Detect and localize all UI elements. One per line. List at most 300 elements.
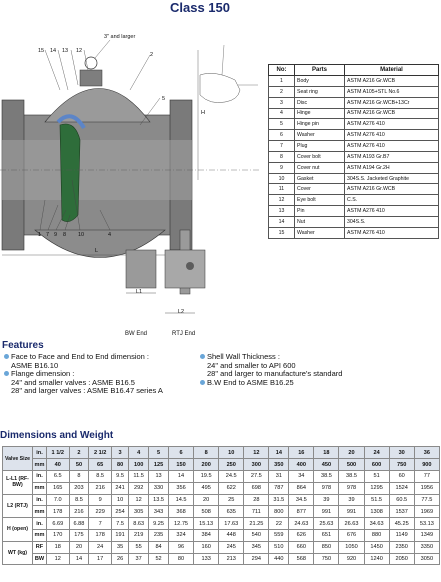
column-header: Parts	[295, 65, 345, 76]
value-cell: 800	[269, 506, 289, 518]
value-cell: 39	[314, 494, 339, 506]
value-cell: 495	[194, 482, 219, 494]
value-cell: 8.63	[129, 518, 149, 530]
parts-cell: 14	[269, 216, 295, 227]
parts-cell: 7	[269, 141, 295, 152]
dimensions-row	[3, 529, 440, 541]
value-cell: 991	[314, 506, 339, 518]
value-cell: 448	[219, 529, 244, 541]
value-cell: 651	[314, 529, 339, 541]
value-cell: 17	[89, 553, 112, 565]
unit-cell: RF	[33, 541, 47, 553]
parts-row	[269, 227, 439, 238]
parts-row	[269, 206, 439, 217]
size-cell: 250	[219, 459, 244, 471]
feature-text: 28" and larger valves : ASME B16.47 series A	[11, 386, 163, 396]
callout-15: 15	[38, 48, 45, 54]
size-cell: 65	[89, 459, 112, 471]
value-cell: 978	[314, 482, 339, 494]
dimensions-table	[2, 446, 440, 565]
unit-cell: mm	[33, 529, 47, 541]
value-cell: 292	[129, 482, 149, 494]
parts-cell: 13	[269, 206, 295, 217]
dimensions-header-row	[3, 447, 440, 459]
value-cell: 84	[149, 541, 169, 553]
value-cell: 178	[47, 506, 70, 518]
page-title: Class 150	[170, 0, 230, 15]
value-cell: 626	[289, 529, 314, 541]
value-cell: 510	[269, 541, 289, 553]
feature-text: Shell Wall Thickness :	[207, 352, 280, 361]
features-heading: Features	[2, 340, 44, 351]
value-cell: 213	[219, 553, 244, 565]
valve-cross-section-drawing	[0, 30, 260, 330]
parts-cell: Cover bolt	[295, 151, 345, 162]
row-label: L-L1 (RF-BW)	[3, 471, 33, 495]
value-cell: 38.5	[339, 471, 364, 483]
value-cell: 294	[244, 553, 269, 565]
parts-cell: Washer	[295, 227, 345, 238]
value-cell: 676	[339, 529, 364, 541]
value-cell: 191	[111, 529, 128, 541]
value-cell: 245	[219, 541, 244, 553]
value-cell: 80	[169, 553, 194, 565]
value-cell: 9	[89, 494, 112, 506]
row-label: L2 (RTJ)	[3, 494, 33, 518]
feature-text: 28" and larger to manufacture's standard	[207, 369, 343, 379]
dimensions-heading: Dimensions and Weight	[0, 430, 114, 441]
parts-cell: Disc	[295, 97, 345, 108]
value-cell: 1308	[364, 506, 389, 518]
value-cell: 12	[129, 494, 149, 506]
size-cell: 100	[129, 459, 149, 471]
value-cell: 991	[339, 506, 364, 518]
value-cell: 60	[389, 471, 414, 483]
parts-cell: ASTM A216 Gr.WCB	[345, 108, 439, 119]
value-cell: 51.5	[364, 494, 389, 506]
value-cell: 229	[89, 506, 112, 518]
value-cell: 368	[169, 506, 194, 518]
value-cell: 17.63	[219, 518, 244, 530]
dimensions-row	[3, 553, 440, 565]
value-cell: 9.5	[111, 471, 128, 483]
value-cell: 165	[47, 482, 70, 494]
value-cell: 2350	[389, 541, 414, 553]
bw-end-label: BW End	[125, 331, 148, 337]
dimensions-row	[3, 506, 440, 518]
parts-row	[269, 76, 439, 87]
parts-cell: 12	[269, 195, 295, 206]
value-cell: 18	[47, 541, 70, 553]
parts-row	[269, 86, 439, 97]
parts-cell: 8	[269, 151, 295, 162]
feature-text: 24" and smaller valves : ASME B16.5	[11, 377, 135, 387]
parts-cell: ASTM A216 Gr.WCB	[345, 76, 439, 87]
parts-cell: Washer	[295, 130, 345, 141]
parts-cell: ASTM A194 Gr.2H	[345, 162, 439, 173]
feature-text: B.W End to ASME B16.25	[207, 377, 294, 387]
size-cell: 450	[314, 459, 339, 471]
value-cell: 53.13	[414, 518, 439, 530]
value-cell: 27.5	[244, 471, 269, 483]
parts-cell: 2	[269, 86, 295, 97]
parts-cell: 10	[269, 173, 295, 184]
value-cell: 31	[269, 471, 289, 483]
value-cell: 540	[244, 529, 269, 541]
parts-row	[269, 216, 439, 227]
parts-cell: ASTM A276 410	[345, 119, 439, 130]
value-cell: 51	[364, 471, 389, 483]
value-cell: 133	[194, 553, 219, 565]
dimensions-row	[3, 494, 440, 506]
value-cell: 170	[47, 529, 70, 541]
dimensions-row	[3, 482, 440, 494]
value-cell: 1240	[364, 553, 389, 565]
value-cell: 14	[69, 553, 89, 565]
parts-cell: Hinge	[295, 108, 345, 119]
value-cell: 660	[289, 541, 314, 553]
size-cell: 4	[129, 447, 149, 459]
unit-cell: mm	[33, 506, 47, 518]
size-cell: 16	[289, 447, 314, 459]
value-cell: 305	[129, 506, 149, 518]
value-cell: 698	[244, 482, 269, 494]
value-cell: 55	[129, 541, 149, 553]
size-cell: 350	[269, 459, 289, 471]
parts-cell: ASTM A276 410	[345, 227, 439, 238]
value-cell: 12.75	[169, 518, 194, 530]
value-cell: 34	[289, 471, 314, 483]
value-cell: 345	[244, 541, 269, 553]
parts-row	[269, 173, 439, 184]
value-cell: 24.5	[219, 471, 244, 483]
size-cell: 14	[269, 447, 289, 459]
size-cell: 300	[244, 459, 269, 471]
size-cell: 10	[219, 447, 244, 459]
dimension-l2: L2	[178, 309, 185, 315]
parts-row	[269, 130, 439, 141]
value-cell: 440	[269, 553, 289, 565]
size-cell: 1 1/2	[47, 447, 70, 459]
value-cell: 330	[149, 482, 169, 494]
value-cell: 12	[47, 553, 70, 565]
unit-cell: mm	[33, 459, 47, 471]
callout-7: 7	[46, 232, 50, 238]
value-cell: 96	[169, 541, 194, 553]
column-header: No:	[269, 65, 295, 76]
size-cell: 125	[149, 459, 169, 471]
parts-row	[269, 151, 439, 162]
value-cell: 77	[414, 471, 439, 483]
value-cell: 37	[129, 553, 149, 565]
value-cell: 1349	[414, 529, 439, 541]
dimensions-row	[3, 471, 440, 483]
parts-cell: 4	[269, 108, 295, 119]
value-cell: 24.63	[289, 518, 314, 530]
size-cell: 150	[169, 459, 194, 471]
value-cell: 1956	[414, 482, 439, 494]
parts-cell: ASTM A216 Gr.WCB	[345, 184, 439, 195]
value-cell: 175	[69, 529, 89, 541]
unit-cell: BW	[33, 553, 47, 565]
value-cell: 1295	[364, 482, 389, 494]
value-cell: 14	[169, 471, 194, 483]
value-cell: 219	[129, 529, 149, 541]
parts-cell: Plug	[295, 141, 345, 152]
value-cell: 2050	[389, 553, 414, 565]
value-cell: 178	[89, 529, 112, 541]
value-cell: 1050	[339, 541, 364, 553]
parts-cell: ASTM A276 410	[345, 130, 439, 141]
value-cell: 19.5	[194, 471, 219, 483]
size-cell: 12	[244, 447, 269, 459]
callout-14: 14	[50, 48, 57, 54]
value-cell: 711	[244, 506, 269, 518]
value-cell: 160	[194, 541, 219, 553]
value-cell: 880	[364, 529, 389, 541]
value-cell: 7	[89, 518, 112, 530]
value-cell: 11.5	[129, 471, 149, 483]
size-cell: 20	[339, 447, 364, 459]
value-cell: 10	[111, 494, 128, 506]
value-cell: 7.0	[47, 494, 70, 506]
size-cell: 40	[47, 459, 70, 471]
parts-cell: ASTM A276 410	[345, 206, 439, 217]
parts-cell: Body	[295, 76, 345, 87]
value-cell: 1149	[389, 529, 414, 541]
value-cell: 25.63	[314, 518, 339, 530]
parts-table	[268, 64, 439, 239]
value-cell: 7.5	[111, 518, 128, 530]
value-cell: 635	[219, 506, 244, 518]
feature-line	[4, 387, 194, 396]
value-cell: 25	[219, 494, 244, 506]
value-cell: 34.5	[289, 494, 314, 506]
value-cell: 26	[111, 553, 128, 565]
parts-cell: ASTM A105+STL No.6	[345, 86, 439, 97]
valve-size-label: Valve Size	[3, 447, 33, 471]
unit-cell: in.	[33, 447, 47, 459]
dimensions-row	[3, 518, 440, 530]
bullet-icon	[200, 380, 205, 385]
size-cell: 900	[414, 459, 439, 471]
parts-cell: 9	[269, 162, 295, 173]
size-cell: 400	[289, 459, 314, 471]
parts-cell: Gasket	[295, 173, 345, 184]
value-cell: 20	[69, 541, 89, 553]
parts-cell: 304S.S.	[345, 216, 439, 227]
callout-2: 2	[150, 52, 154, 58]
parts-cell: 11	[269, 184, 295, 195]
value-cell: 60.5	[389, 494, 414, 506]
value-cell: 864	[289, 482, 314, 494]
value-cell: 38.5	[314, 471, 339, 483]
value-cell: 1969	[414, 506, 439, 518]
callout-13: 13	[62, 48, 69, 54]
parts-cell: Seat ring	[295, 86, 345, 97]
parts-row	[269, 195, 439, 206]
unit-cell: in.	[33, 518, 47, 530]
parts-cell: ASTM A276 410	[345, 141, 439, 152]
value-cell: 1537	[389, 506, 414, 518]
parts-cell: Hinge pin	[295, 119, 345, 130]
value-cell: 203	[69, 482, 89, 494]
value-cell: 787	[269, 482, 289, 494]
parts-cell: 5	[269, 119, 295, 130]
value-cell: 356	[169, 482, 194, 494]
value-cell: 343	[149, 506, 169, 518]
parts-cell: Pin	[295, 206, 345, 217]
size-cell: 8	[194, 447, 219, 459]
dimensions-row	[3, 541, 440, 553]
size-cell: 600	[364, 459, 389, 471]
value-cell: 622	[219, 482, 244, 494]
bullet-icon	[4, 354, 9, 359]
value-cell: 39	[339, 494, 364, 506]
value-cell: 6.5	[47, 471, 70, 483]
size-cell: 5	[149, 447, 169, 459]
callout-4: 4	[108, 232, 112, 238]
feature-text: Flange dimension :	[11, 369, 75, 379]
size-cell: 2 1/2	[89, 447, 112, 459]
value-cell: 77.5	[414, 494, 439, 506]
size-cell: 30	[389, 447, 414, 459]
dimension-l: L	[95, 248, 99, 254]
value-cell: 28	[244, 494, 269, 506]
value-cell: 3350	[414, 541, 439, 553]
unit-cell: in.	[33, 494, 47, 506]
value-cell: 9.25	[149, 518, 169, 530]
parts-cell: 15	[269, 227, 295, 238]
parts-table-header	[269, 65, 439, 76]
parts-cell: 304S.S. Jacketed Graphite	[345, 173, 439, 184]
value-cell: 559	[269, 529, 289, 541]
rtj-end-label: RTJ End	[172, 331, 196, 337]
callout-1: 1	[38, 232, 42, 238]
features-left-list	[4, 353, 194, 396]
parts-cell: Cover nut	[295, 162, 345, 173]
unit-cell: mm	[33, 482, 47, 494]
value-cell: 254	[111, 506, 128, 518]
parts-row	[269, 97, 439, 108]
parts-row	[269, 141, 439, 152]
size-cell: 18	[314, 447, 339, 459]
value-cell: 6.88	[69, 518, 89, 530]
value-cell: 235	[149, 529, 169, 541]
size-cell: 500	[339, 459, 364, 471]
size-cell: 36	[414, 447, 439, 459]
value-cell: 31.5	[269, 494, 289, 506]
value-cell: 24	[89, 541, 112, 553]
value-cell: 568	[289, 553, 314, 565]
value-cell: 241	[111, 482, 128, 494]
bullet-icon	[4, 371, 9, 376]
value-cell: 750	[314, 553, 339, 565]
parts-row	[269, 119, 439, 130]
value-cell: 384	[194, 529, 219, 541]
row-label: WT (kg)	[3, 541, 33, 565]
size-cell: 80	[111, 459, 128, 471]
callout-8: 8	[63, 232, 67, 238]
size-cell: 200	[194, 459, 219, 471]
value-cell: 8.5	[69, 494, 89, 506]
size-cell: 6	[169, 447, 194, 459]
features-right-list	[200, 353, 440, 387]
unit-cell: in.	[33, 471, 47, 483]
feature-text: 24" and smaller to API 600	[207, 360, 296, 370]
value-cell: 35	[111, 541, 128, 553]
callout-size-note: 3" and larger	[104, 34, 136, 40]
value-cell: 6.69	[47, 518, 70, 530]
bullet-icon	[200, 354, 205, 359]
parts-cell: 1	[269, 76, 295, 87]
size-cell: 24	[364, 447, 389, 459]
parts-row	[269, 162, 439, 173]
dimensions-header-row	[3, 459, 440, 471]
value-cell: 52	[149, 553, 169, 565]
value-cell: 21.25	[244, 518, 269, 530]
size-cell: 3	[111, 447, 128, 459]
value-cell: 978	[339, 482, 364, 494]
size-cell: 750	[389, 459, 414, 471]
value-cell: 20	[194, 494, 219, 506]
value-cell: 877	[289, 506, 314, 518]
parts-cell: Nut	[295, 216, 345, 227]
feature-line	[200, 379, 440, 388]
column-header: Material	[345, 65, 439, 76]
value-cell: 850	[314, 541, 339, 553]
row-label: H (open)	[3, 518, 33, 542]
parts-cell: ASTM A216 Gr.WCB+13Cr	[345, 97, 439, 108]
value-cell: 8.5	[89, 471, 112, 483]
parts-cell: Eye bolt	[295, 195, 345, 206]
value-cell: 216	[89, 482, 112, 494]
parts-row	[269, 108, 439, 119]
value-cell: 920	[339, 553, 364, 565]
size-cell: 2	[69, 447, 89, 459]
value-cell: 3050	[414, 553, 439, 565]
parts-cell: 6	[269, 130, 295, 141]
value-cell: 22	[269, 518, 289, 530]
callout-9: 9	[54, 232, 58, 238]
parts-cell: Cover	[295, 184, 345, 195]
value-cell: 26.63	[339, 518, 364, 530]
callout-12: 12	[76, 48, 83, 54]
feature-text: Face to Face and End to End dimension :	[11, 352, 149, 361]
callout-10: 10	[78, 232, 85, 238]
size-cell: 50	[69, 459, 89, 471]
value-cell: 508	[194, 506, 219, 518]
feature-text: ASME B16.10	[11, 360, 59, 370]
value-cell: 1450	[364, 541, 389, 553]
value-cell: 34.63	[364, 518, 389, 530]
callout-5: 5	[162, 96, 166, 102]
value-cell: 8	[69, 471, 89, 483]
value-cell: 13	[149, 471, 169, 483]
value-cell: 324	[169, 529, 194, 541]
parts-cell: 3	[269, 97, 295, 108]
value-cell: 45.25	[389, 518, 414, 530]
value-cell: 14.5	[169, 494, 194, 506]
value-cell: 1524	[389, 482, 414, 494]
value-cell: 13.5	[149, 494, 169, 506]
value-cell: 15.13	[194, 518, 219, 530]
parts-cell: C.S.	[345, 195, 439, 206]
parts-row	[269, 184, 439, 195]
dimension-h: H	[201, 110, 205, 116]
dimension-l1: L1	[136, 289, 143, 295]
parts-cell: ASTM A193 Gr.B7	[345, 151, 439, 162]
